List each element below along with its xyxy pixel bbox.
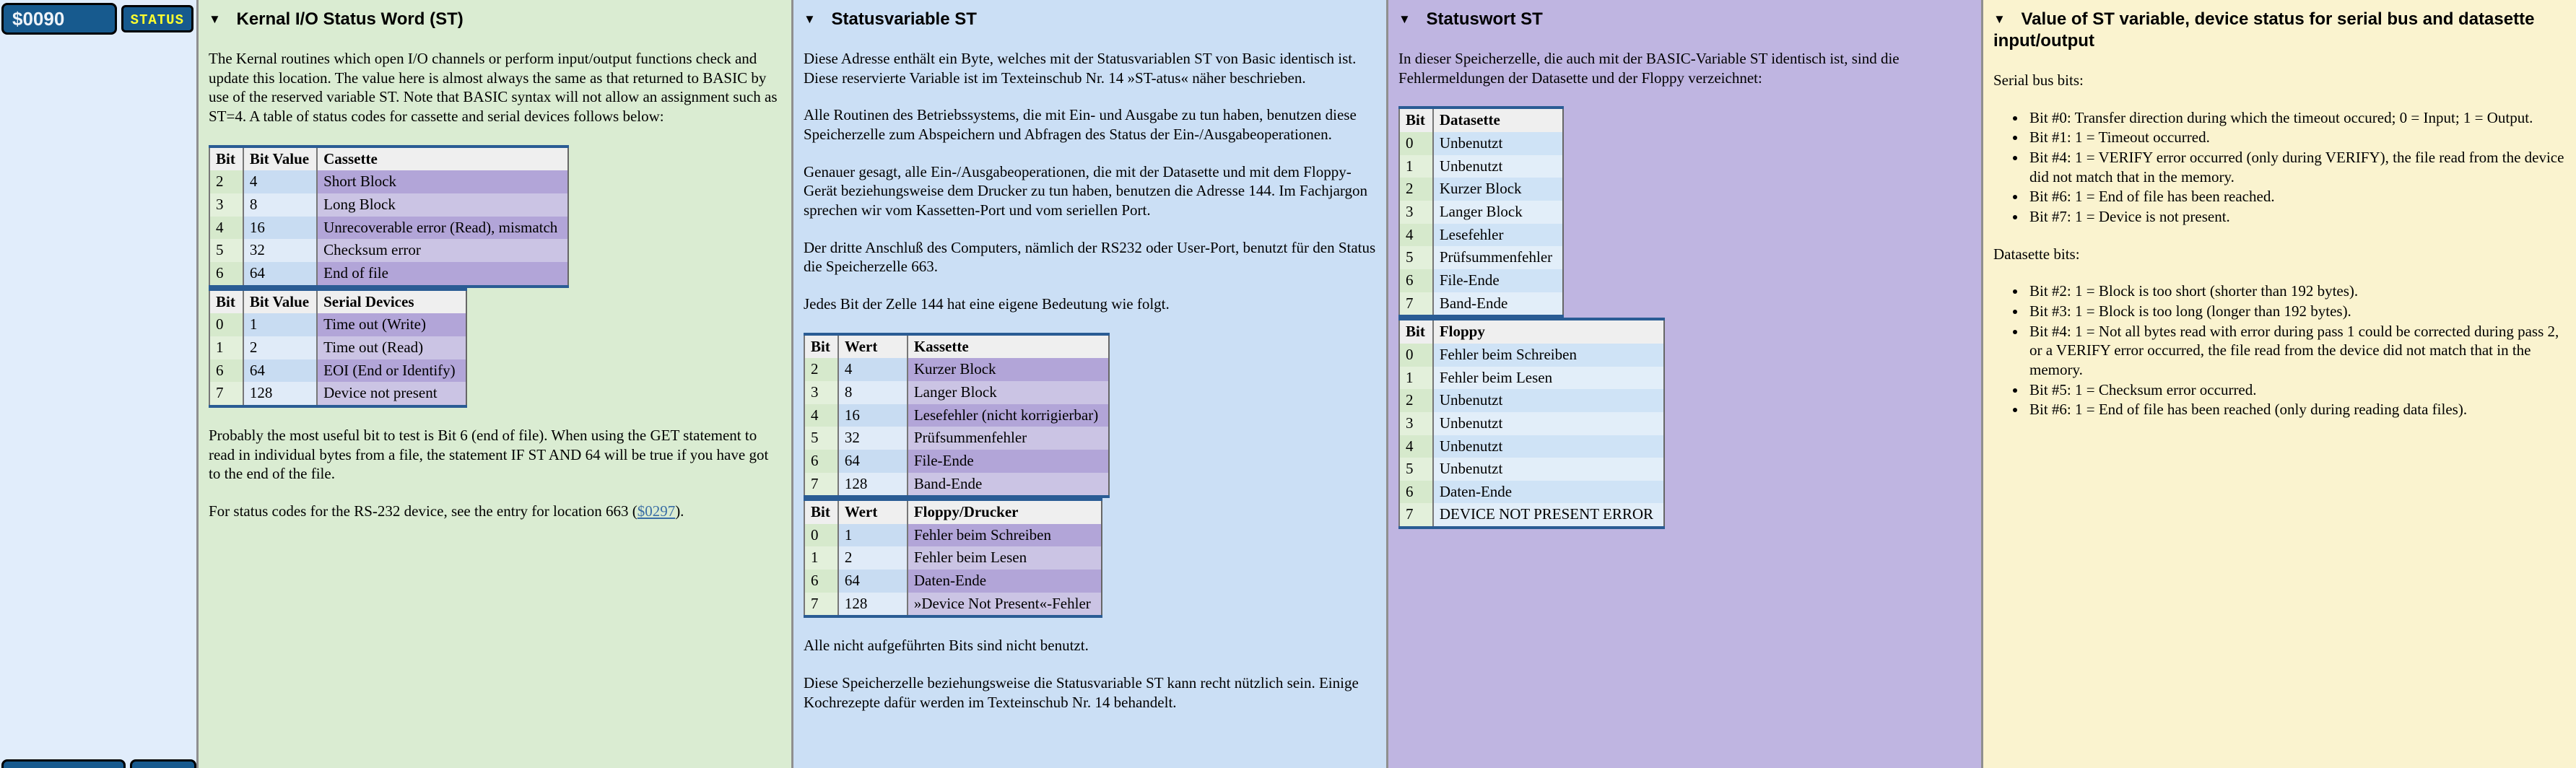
datasette-bits-heading: Datasette bits:: [1993, 245, 2080, 263]
table-header-row: [804, 334, 1109, 359]
table-row: [209, 217, 568, 240]
table-cell: 4: [243, 170, 317, 193]
column-header: Bit Value: [243, 147, 317, 171]
table-row: [804, 450, 1109, 473]
table-row: [209, 359, 466, 383]
rs232-note-paragraph: [209, 502, 781, 521]
paragraph-3: Genauer gesagt, alle Ein-/Ausgabeoperationen, die mit der Datasette und mit dem Floppy-Gerät beziehungsweise dem Drucker zu tun haben, benutzen die Adresse 144. Im Fachjargon sprechen wir vom Kassetten-Port und vom seriellen Port.: [804, 162, 1368, 219]
table-cell: Fehler beim Schreiben: [908, 524, 1102, 547]
table-cell: 2: [1399, 178, 1433, 201]
table-header-row: [209, 147, 568, 171]
table-cell: 6: [1399, 269, 1433, 292]
table-row: [804, 593, 1102, 617]
table-cell: 7: [1399, 503, 1433, 528]
table-header-row: [1399, 108, 1563, 132]
table-cell: 3: [1399, 201, 1433, 224]
table-cell: 128: [838, 473, 908, 497]
table-row: [1399, 367, 1664, 390]
table-row: [1399, 458, 1664, 481]
section-kernal-io-status-word: [196, 0, 791, 768]
table-cell: 7: [804, 593, 838, 617]
table-cell: EOI (End or Identify): [317, 359, 466, 383]
table-cell: Kurzer Block: [1433, 178, 1563, 201]
rs232-note-post: ).: [675, 502, 684, 520]
table-cell: 64: [243, 262, 317, 287]
table-cell: 2: [804, 358, 838, 381]
column-header: Floppy/Drucker: [908, 499, 1102, 524]
column-header: Wert: [838, 499, 908, 524]
table-cell: 5: [1399, 458, 1433, 481]
kassette-status-table: [804, 333, 1110, 499]
cassette-status-table: [209, 145, 569, 288]
table-row: [804, 546, 1102, 570]
table-cell: 2: [1399, 389, 1433, 412]
bit-description-item: • Bit #2: 1 = Block is too short (shorter than 192 bytes).: [2027, 282, 2566, 301]
table-row: [1399, 201, 1563, 224]
table-row: [1399, 344, 1664, 367]
table-cell: Unbenutzt: [1433, 155, 1563, 178]
table-cell: Device not present: [317, 382, 466, 406]
sidebar-item-next-badge[interactable]: [130, 759, 196, 768]
intro-paragraph: The Kernal routines which open I/O channels or perform input/output functions check and update this location. The value here is almost always the same as that returned to BASIC by use of the reserved variable ST. Note that BASIC syntax will not allow an assignment such as ST=4. A table of status codes for cassette and serial devices follows below:: [209, 50, 778, 125]
paragraph-5: Jedes Bit der Zelle 144 hat eine eigene Bedeutung wie folgt.: [804, 294, 1170, 313]
table-cell: 16: [243, 217, 317, 240]
serial-devices-status-table: [209, 288, 467, 408]
bit-description-item: • Bit #6: 1 = End of file has been reached (only during reading data files).: [2027, 400, 2566, 419]
table-cell: 4: [838, 358, 908, 381]
bit-description-item: • Bit #6: 1 = End of file has been reached.: [2027, 187, 2566, 206]
table-row: [1399, 412, 1664, 435]
table-row: [1399, 224, 1563, 247]
table-cell: 7: [1399, 292, 1433, 317]
bit6-note-paragraph: Probably the most useful bit to test is Bit 6 (end of file). When using the GET statement to read in individual bytes from a file, the statement IF ST AND 64 will be true if you have got to the end of the file.: [209, 426, 769, 483]
bit-description-item: • Bit #1: 1 = Timeout occurred.: [2027, 128, 2566, 147]
table-cell: Short Block: [317, 170, 568, 193]
table-row: [1399, 503, 1664, 528]
column-header: Bit: [804, 334, 838, 359]
table-cell: 6: [804, 570, 838, 593]
column-header: Kassette: [908, 334, 1109, 359]
table-cell: 5: [804, 427, 838, 450]
table-cell: 6: [804, 450, 838, 473]
table-row: [209, 239, 568, 262]
table-cell: Langer Block: [1433, 201, 1563, 224]
table-cell: 4: [804, 404, 838, 427]
table-row: [209, 262, 568, 287]
table-cell: 2: [243, 336, 317, 359]
table-cell: Langer Block: [908, 381, 1109, 404]
table-row: [1399, 292, 1563, 317]
column-header: Floppy: [1433, 319, 1664, 344]
section-title-statusvariable[interactable]: [804, 9, 1376, 30]
table-cell: 7: [209, 382, 243, 406]
table-row: [804, 381, 1109, 404]
table-row: [1399, 435, 1664, 458]
status-label-badge: STATUS: [121, 5, 193, 32]
table-cell: 4: [1399, 224, 1433, 247]
table-row: [1399, 389, 1664, 412]
table-cell: 6: [209, 359, 243, 383]
table-row: [209, 382, 466, 406]
datasette-bits-list: [1993, 282, 2566, 419]
floppy-drucker-status-table: [804, 498, 1102, 618]
table-cell: 1: [838, 524, 908, 547]
section-title-st-value[interactable]: [1993, 9, 2566, 52]
table-row: [1399, 481, 1664, 504]
table-cell: 8: [838, 381, 908, 404]
column-header: Bit: [209, 147, 243, 171]
table-cell: »Device Not Present«-Fehler: [908, 593, 1102, 617]
table-cell: 1: [1399, 155, 1433, 178]
column-header: Serial Devices: [317, 289, 466, 314]
table-row: [209, 193, 568, 217]
table-cell: Unrecoverable error (Read), mismatch: [317, 217, 568, 240]
paragraph-2: Alle Routinen des Betriebssystems, die mit Ein- und Ausgabe zu tun haben, benutzen diese Speicherzelle zum Abspeichern und Abfragen des Status der Ein-/Ausgabeoperationen.: [804, 106, 1357, 143]
current-address-row: [0, 0, 196, 35]
section-title-text: Value of ST variable, device status for serial bus and datasette input/output: [1993, 9, 2535, 51]
section-title-kernal[interactable]: [209, 9, 781, 30]
table-row: [804, 570, 1102, 593]
table-cell: Fehler beim Schreiben: [1433, 344, 1664, 367]
table-cell: 2: [209, 170, 243, 193]
table-cell: 0: [1399, 132, 1433, 155]
section-title-text: Statusvariable ST: [831, 9, 977, 29]
table-cell: File-Ende: [1433, 269, 1563, 292]
table-cell: Fehler beim Lesen: [1433, 367, 1664, 390]
table-cell: End of file: [317, 262, 568, 287]
table-cell: File-Ende: [908, 450, 1109, 473]
table-cell: 1: [209, 336, 243, 359]
collapse-triangle-icon: ▼: [1398, 12, 1411, 26]
table-row: [209, 336, 466, 359]
table-cell: Prüfsummenfehler: [1433, 246, 1563, 269]
table-cell: Lesefehler: [1433, 224, 1563, 247]
table-header-row: [1399, 319, 1664, 344]
collapse-triangle-icon: ▼: [1993, 12, 2006, 26]
table-row: [1399, 155, 1563, 178]
table-cell: 1: [1399, 367, 1433, 390]
bit-description-item: • Bit #4: 1 = VERIFY error occurred (only during VERIFY), the file read from the device did not match that in the memory.: [2027, 148, 2566, 186]
address-box: $0090: [1, 3, 117, 35]
table-cell: 5: [1399, 246, 1433, 269]
memory-map-sidebar: [0, 0, 196, 768]
serial-bus-bits-heading: Serial bus bits:: [1993, 71, 2084, 89]
column-header: Bit: [1399, 319, 1433, 344]
table-row: [804, 473, 1109, 497]
table-cell: DEVICE NOT PRESENT ERROR: [1433, 503, 1664, 528]
table-cell: 16: [838, 404, 908, 427]
table-cell: Unbenutzt: [1433, 389, 1664, 412]
section-title-statuswort[interactable]: [1398, 9, 1971, 30]
column-header: Datasette: [1433, 108, 1563, 132]
section-statuswort-st: [1386, 0, 1981, 768]
table-cell: 64: [243, 359, 317, 383]
table-cell: 0: [1399, 344, 1433, 367]
table-cell: Unbenutzt: [1433, 412, 1664, 435]
table-cell: 128: [838, 593, 908, 617]
datasette-bits-table: [1398, 106, 1564, 318]
table-cell: 3: [209, 193, 243, 217]
table-cell: Band-Ende: [1433, 292, 1563, 317]
column-header: Bit: [209, 289, 243, 314]
table-cell: Unbenutzt: [1433, 132, 1563, 155]
closing-paragraph: Diese Speicherzelle beziehungsweise die Statusvariable ST kann recht nützlich sein. Einige Kochrezepte dafür werden im Texteinschub Nr. 14 behandelt.: [804, 674, 1359, 711]
table-cell: Time out (Read): [317, 336, 466, 359]
rs232-note-pre: For status codes for the RS-232 device, see the entry for location 663 (: [209, 502, 638, 520]
table-cell: Prüfsummenfehler: [908, 427, 1109, 450]
table-cell: 5: [209, 239, 243, 262]
table-row: [804, 358, 1109, 381]
section-title-text: Kernal I/O Status Word (ST): [236, 9, 464, 29]
table-cell: 2: [838, 546, 908, 570]
column-header: Wert: [838, 334, 908, 359]
section-title-text: Statuswort ST: [1426, 9, 1543, 29]
column-header: Bit: [804, 499, 838, 524]
table-cell: Lesefehler (nicht korrigierbar): [908, 404, 1109, 427]
table-row: [804, 524, 1102, 547]
table-row: [209, 170, 568, 193]
bit-description-item: • Bit #5: 1 = Checksum error occurred.: [2027, 380, 2566, 400]
location-0297-link[interactable]: $0297: [637, 502, 676, 520]
bit-description-item: • Bit #0: Transfer direction during which the timeout occured; 0 = Input; 1 = Output.: [2027, 108, 2566, 128]
table-cell: 1: [243, 313, 317, 336]
section-st-variable-value: [1981, 0, 2576, 768]
table-cell: 8: [243, 193, 317, 217]
table-cell: Daten-Ende: [908, 570, 1102, 593]
table-header-row: [209, 289, 466, 314]
table-cell: Kurzer Block: [908, 358, 1109, 381]
paragraph-4: Der dritte Anschluß des Computers, nämlich der RS232 oder User-Port, benutzt für den Status die Speicherzelle 663.: [804, 238, 1376, 276]
table-cell: Time out (Write): [317, 313, 466, 336]
table-row: [1399, 246, 1563, 269]
table-cell: 6: [209, 262, 243, 287]
table-row: [1399, 178, 1563, 201]
table-row: [804, 427, 1109, 450]
column-header: Cassette: [317, 147, 568, 171]
table-cell: 7: [804, 473, 838, 497]
table-cell: 64: [838, 450, 908, 473]
section-statusvariable-st: [791, 0, 1386, 768]
table-row: [804, 404, 1109, 427]
table-cell: Checksum error: [317, 239, 568, 262]
bit-description-item: • Bit #3: 1 = Block is too long (longer than 192 bytes).: [2027, 302, 2566, 321]
table-cell: 128: [243, 382, 317, 406]
table-cell: 3: [804, 381, 838, 404]
table-cell: 0: [804, 524, 838, 547]
table-cell: 4: [209, 217, 243, 240]
table-row: [209, 313, 466, 336]
table-cell: Fehler beim Lesen: [908, 546, 1102, 570]
sidebar-item-next-address[interactable]: [1, 759, 126, 768]
floppy-bits-table: [1398, 318, 1665, 529]
table-header-row: [804, 499, 1102, 524]
paragraph-1: Diese Adresse enthält ein Byte, welches mit der Statusvariablen ST von Basic identisch ist. Diese reservierte Variable ist im Texteinschub Nr. 14 »ST-atus« näher beschrieben.: [804, 50, 1357, 87]
table-cell: 32: [243, 239, 317, 262]
intro-paragraph: In dieser Speicherzelle, die auch mit der BASIC-Variable ST identisch ist, sind die Fehlermeldungen der Datasette und der Floppy verzeichnet:: [1398, 50, 1900, 87]
table-cell: Daten-Ende: [1433, 481, 1664, 504]
bit-description-item: • Bit #4: 1 = Not all bytes read with error during pass 1 could be corrected during pass 2, or a VERIFY error occurred, the file read from the device did not match that in the memory.: [2027, 322, 2566, 380]
table-cell: Unbenutzt: [1433, 458, 1664, 481]
table-cell: 1: [804, 546, 838, 570]
column-header: Bit Value: [243, 289, 317, 314]
table-cell: 0: [209, 313, 243, 336]
bit-description-item: • Bit #7: 1 = Device is not present.: [2027, 207, 2566, 227]
column-header: Bit: [1399, 108, 1433, 132]
collapse-triangle-icon: ▼: [804, 12, 816, 26]
table-cell: 3: [1399, 412, 1433, 435]
table-cell: Long Block: [317, 193, 568, 217]
table-cell: 64: [838, 570, 908, 593]
table-cell: Unbenutzt: [1433, 435, 1664, 458]
table-row: [1399, 269, 1563, 292]
unused-bits-paragraph: Alle nicht aufgeführten Bits sind nicht benutzt.: [804, 637, 1089, 655]
table-cell: 6: [1399, 481, 1433, 504]
table-cell: 32: [838, 427, 908, 450]
table-cell: Band-Ende: [908, 473, 1109, 497]
table-row: [1399, 132, 1563, 155]
table-cell: 4: [1399, 435, 1433, 458]
serial-bus-bits-list: [1993, 108, 2566, 227]
collapse-triangle-icon: ▼: [209, 12, 221, 26]
